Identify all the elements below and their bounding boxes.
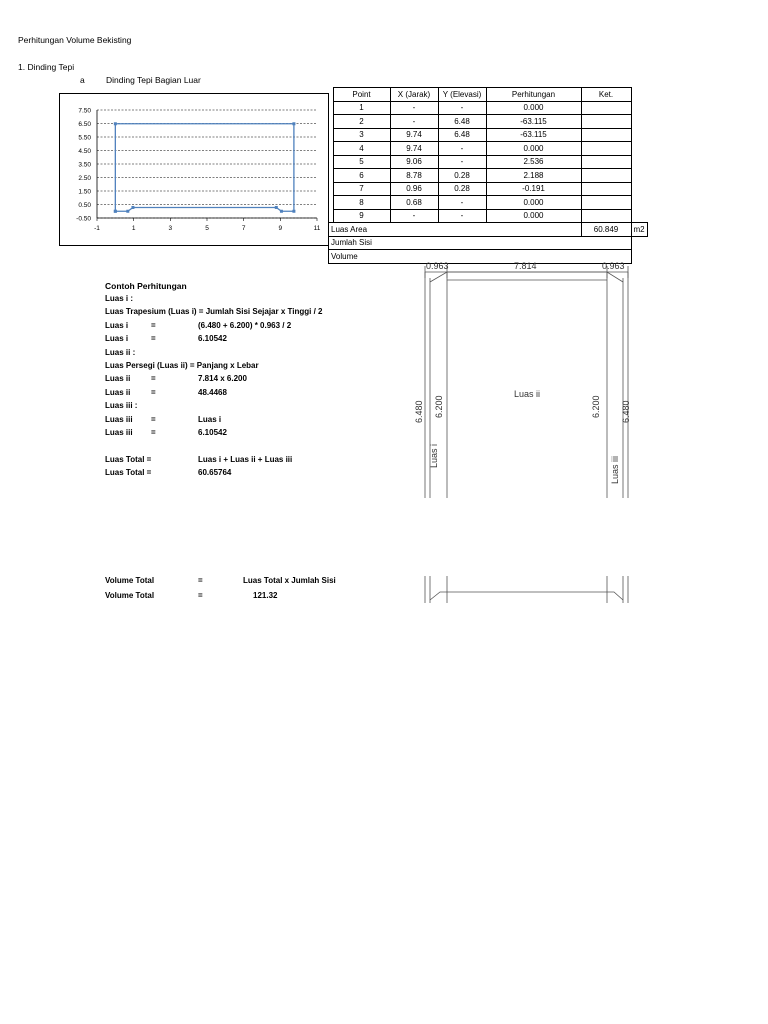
calc-line-value: 60.65764 [198, 468, 232, 478]
table-cell: 4 [333, 142, 390, 156]
volume-total-eq-2: = [198, 591, 203, 600]
h-inner-left: 6.200 [434, 395, 444, 418]
chart-x-tick-label: -1 [94, 225, 100, 232]
h-outer-left: 6.480 [414, 400, 424, 423]
table-cell: - [438, 209, 486, 223]
chart-x-tick-label: 1 [131, 225, 136, 232]
chart-x-tick-label: 9 [278, 225, 283, 232]
calc-line [105, 399, 405, 412]
calc-line-label: Luas iii : [105, 401, 138, 411]
table-cell: - [438, 155, 486, 169]
calc-line-value: 48.4468 [198, 387, 227, 397]
table-cell: - [438, 142, 486, 156]
volume-label: Volume [329, 250, 439, 264]
table-cell [581, 196, 631, 210]
table-cell: 6.48 [438, 128, 486, 142]
table-cell: - [390, 101, 438, 115]
luas-area-spacer [438, 223, 581, 237]
chart-point [275, 206, 278, 209]
label-luas-ii: Luas ii [514, 389, 541, 399]
jumlah-sisi-row [329, 236, 648, 250]
calc-line-label: Luas ii [105, 374, 131, 384]
table-header-cell: Y (Elevasi) [438, 88, 486, 102]
elevation-chart-svg [60, 94, 328, 245]
table-cell: 2 [333, 115, 390, 129]
calc-line [105, 372, 405, 385]
table-cell: - [438, 101, 486, 115]
table-row [329, 155, 648, 169]
section-title: 1. Dinding Tepi [18, 62, 75, 72]
jumlah-sisi-spacer [438, 236, 631, 250]
table-row [329, 196, 648, 210]
table-cell: - [438, 196, 486, 210]
calc-line-eq: = [151, 387, 156, 397]
calc-line [105, 413, 405, 426]
chart-x-tick-label: 3 [168, 225, 173, 232]
dim-mid: 7.814 [514, 261, 537, 271]
label-luas-iii: Luas iii [610, 455, 620, 484]
table-row [329, 115, 648, 129]
table-row [329, 142, 648, 156]
calc-line-label: Luas iii [105, 414, 133, 424]
subsection-letter: a [80, 75, 85, 85]
calc-line-eq: = [151, 374, 156, 384]
table-cell: 0.28 [438, 169, 486, 183]
chart-y-tick-label: 3.50 [78, 161, 91, 169]
calc-heading: Contoh Perhitungan [105, 281, 187, 291]
points-table [328, 87, 648, 264]
calc-line [105, 453, 405, 466]
calc-block [105, 292, 405, 479]
dim-right: 0.963 [602, 261, 625, 271]
volume-total-label-2: Volume Total [105, 591, 155, 600]
table-row [329, 169, 648, 183]
volume-total-formula: Luas Total x Jumlah Sisi [243, 576, 336, 585]
table-cell [581, 142, 631, 156]
table-cell: 0.28 [438, 182, 486, 196]
calc-line [105, 359, 405, 372]
chart-y-tick-label: 4.50 [78, 148, 91, 155]
table-header-cell: Perhitungan [486, 88, 581, 102]
calc-line-label: Luas ii : [105, 347, 136, 357]
table-row [329, 101, 648, 115]
calc-line [105, 305, 405, 318]
table-cell: 0.000 [486, 209, 581, 223]
table-cell: 6.48 [438, 115, 486, 129]
table-cell: 0.68 [390, 196, 438, 210]
table-cell: 9.74 [390, 142, 438, 156]
calc-line-eq: = [151, 334, 156, 344]
volume-total-label: Volume Total [105, 576, 155, 585]
table-cell: 9.06 [390, 155, 438, 169]
chart-point [280, 210, 283, 213]
table-row [329, 182, 648, 196]
calc-line [105, 332, 405, 345]
calc-line [105, 426, 405, 439]
chart-x-tick-label: 5 [205, 225, 209, 232]
calc-line-label: Luas i : [105, 294, 134, 303]
table-row [329, 128, 648, 142]
table-header-cell: Point [333, 88, 390, 102]
label-luas-i: Luas i [429, 443, 439, 468]
chart-y-tick-label: 1.50 [78, 188, 91, 196]
table-cell: 8.78 [390, 169, 438, 183]
table-cell [581, 101, 631, 115]
elevation-chart [59, 93, 329, 246]
table-cell: 8 [333, 196, 390, 210]
table-cell: - [390, 115, 438, 129]
table-cell [581, 115, 631, 129]
chart-y-tick-label: -0.50 [76, 215, 91, 223]
volume-total-value: 121.32 [253, 591, 278, 600]
table-cell: -63.115 [486, 115, 581, 129]
table-cell: 1 [333, 101, 390, 115]
table-cell: -0.191 [486, 182, 581, 196]
chart-point [114, 210, 117, 213]
calc-line-value: 6.10542 [198, 427, 227, 437]
table-row [329, 209, 648, 223]
luas-area-unit: m2 [631, 223, 647, 237]
chart-point [114, 122, 117, 125]
chart-point [292, 122, 295, 125]
table-cell: 9 [333, 209, 390, 223]
table-cell: 7 [333, 182, 390, 196]
table-cell: 0.000 [486, 196, 581, 210]
table-cell: 5 [333, 155, 390, 169]
subsection-title: Dinding Tepi Bagian Luar [106, 75, 201, 85]
calc-line-value: Luas i + Luas ii + Luas iii [198, 454, 293, 464]
luas-area-label: Luas Area [329, 223, 439, 237]
calc-line [105, 386, 405, 399]
calc-line-eq: = [151, 414, 156, 424]
table-cell: 0.000 [486, 101, 581, 115]
chart-point [292, 210, 295, 213]
chart-point [126, 210, 129, 213]
calc-line-label: Luas Total = [105, 454, 152, 464]
jumlah-sisi-label: Jumlah Sisi [329, 236, 439, 250]
chart-x-tick-label: 11 [313, 225, 321, 232]
calc-line-value: Luas i [198, 414, 222, 424]
table-cell: 2.536 [486, 155, 581, 169]
table-cell: 0.000 [486, 142, 581, 156]
calc-line-label: Luas Persegi (Luas ii) = Panjang x Lebar [105, 360, 259, 370]
chart-y-tick-label: 6.50 [78, 121, 91, 128]
h-outer-right: 6.480 [621, 400, 631, 423]
table-cell [581, 155, 631, 169]
chart-series-line [115, 124, 294, 211]
chart-y-tick-label: 5.50 [78, 134, 91, 142]
chart-y-tick-label: 0.50 [78, 202, 91, 209]
calc-line [105, 346, 405, 359]
calc-line-value: 6.10542 [198, 334, 227, 344]
table-cell: 3 [333, 128, 390, 142]
wall-section-drawing [410, 258, 635, 608]
calc-line [105, 292, 405, 305]
table-cell: - [390, 209, 438, 223]
calc-line-label: Luas i [105, 320, 129, 330]
calc-line-label: Luas Trapesium (Luas i) = Jumlah Sisi Sejajar x Tinggi / 2 [105, 307, 323, 317]
table-cell [581, 209, 631, 223]
calc-line-value: 7.814 x 6.200 [198, 374, 247, 384]
volume-total-eq: = [198, 576, 203, 585]
h-inner-right: 6.200 [591, 395, 601, 418]
calc-line-label: Luas Total = [105, 468, 152, 478]
page-title: Perhitungan Volume Bekisting [18, 35, 132, 45]
calc-line [105, 439, 405, 452]
chart-point [131, 206, 134, 209]
table-cell: 2.188 [486, 169, 581, 183]
luas-area-row [329, 223, 648, 237]
chart-y-tick-label: 7.50 [78, 107, 91, 115]
calc-line-value: (6.480 + 6.200) * 0.963 / 2 [198, 320, 292, 330]
table-cell: -63.115 [486, 128, 581, 142]
table-header-row [329, 88, 648, 102]
calc-line-label: Luas i [105, 334, 129, 344]
dim-left: 0.963 [426, 261, 449, 271]
table-cell [581, 128, 631, 142]
table-header-cell: Ket. [581, 88, 631, 102]
calc-line-label: Luas iii [105, 427, 133, 437]
calc-line-eq: = [151, 427, 156, 437]
table-cell: 9.74 [390, 128, 438, 142]
calc-line [105, 319, 405, 332]
calc-line-label: Luas ii [105, 387, 131, 397]
chart-y-tick-label: 2.50 [78, 175, 91, 182]
table-cell [581, 169, 631, 183]
table-cell: 6 [333, 169, 390, 183]
luas-area-value: 60.849 [581, 223, 631, 237]
table-cell [581, 182, 631, 196]
table-header-cell: X (Jarak) [390, 88, 438, 102]
calc-line-eq: = [151, 320, 156, 330]
table-cell: 0.96 [390, 182, 438, 196]
chart-x-tick-label: 7 [241, 225, 246, 232]
calc-line [105, 466, 405, 479]
